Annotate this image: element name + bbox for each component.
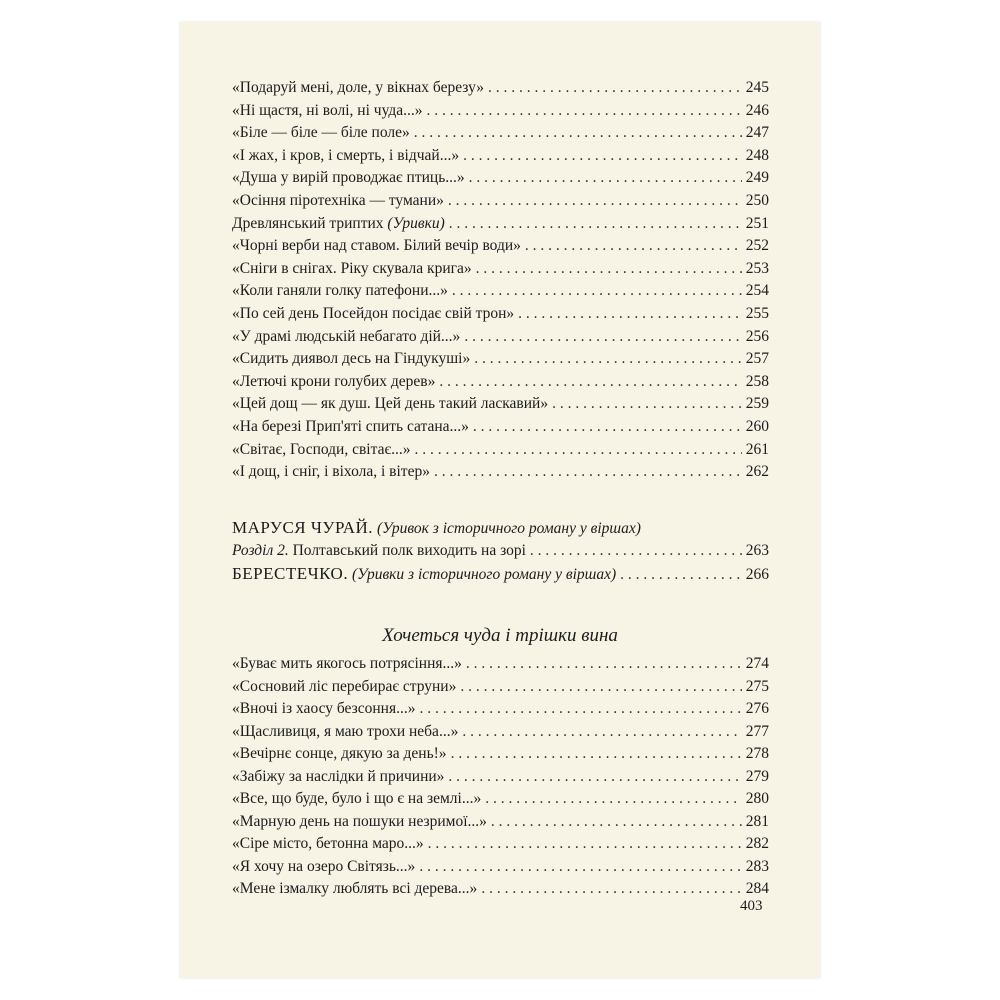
toc-entry-title [232, 698, 415, 720]
toc-page-number: 257 [745, 350, 769, 368]
dot-leader [525, 235, 742, 257]
toc-page-number: 274 [745, 655, 769, 672]
dot-leader [426, 100, 741, 122]
toc-entry [232, 653, 769, 675]
toc-page-number: 251 [745, 214, 769, 232]
toc-page-number: 256 [745, 327, 769, 345]
book-page [180, 22, 820, 978]
toc-page-number: 261 [745, 440, 769, 458]
chapter-title: Полтавський полк виходить на зорі [288, 542, 526, 559]
toc-entry [232, 145, 769, 167]
toc-entry-title-text: «Осіння піротехніка — тумани» [232, 192, 444, 209]
toc-entry-title-text: Древлянський триптих [232, 214, 388, 232]
toc-entry [232, 235, 769, 257]
dot-leader [485, 788, 742, 810]
toc-page-number: 253 [745, 259, 769, 277]
toc-entry-title-text: «Душа у вирій проводжає птиць...» [232, 169, 465, 187]
toc-page-number: 260 [745, 418, 769, 435]
dot-leader [434, 461, 742, 483]
toc-entry [232, 439, 769, 461]
toc-entry-title-text: «Буває мить якогось потрясіння...» [232, 655, 462, 672]
toc-entry-title-text: «Біле — біле — біле поле» [232, 124, 410, 142]
toc-page-number: 283 [745, 857, 769, 875]
heading-caps: БЕРЕСТЕЧКО. [232, 564, 349, 583]
toc-entry-title-text: «Подаруй мені, доле, у вікнах березу» [232, 79, 484, 96]
dot-leader [464, 326, 741, 348]
dot-leader [463, 145, 742, 167]
toc-entry-title-text: «Чорні верби над ставом. Білий вечір води» [232, 237, 521, 255]
toc-entry-title [232, 540, 526, 562]
toc-entry-title [232, 303, 514, 325]
dot-leader [491, 811, 742, 833]
toc-entry [232, 856, 769, 878]
toc-page-number: 277 [745, 722, 769, 740]
dot-leader [452, 280, 742, 302]
toc-entry-title [232, 766, 444, 788]
dot-leader [448, 190, 742, 212]
toc-entry-title-text: «Сидить диявол десь на Гіндукуші» [232, 350, 471, 368]
chapter-label: Розділ 2. [232, 542, 289, 559]
dot-leader [474, 348, 742, 370]
toc-entry [232, 698, 769, 720]
dot-leader [530, 540, 742, 562]
toc-page-number: 245 [745, 79, 769, 96]
toc-entry-title [232, 100, 422, 122]
toc-entry-title [232, 563, 616, 586]
dot-leader [449, 213, 742, 235]
toc-entry [232, 122, 769, 144]
toc-entry [232, 348, 769, 370]
toc-page-number: 278 [745, 745, 769, 762]
toc-entry-title [232, 856, 415, 878]
toc-entry-title [232, 167, 465, 189]
toc-entry-title-text: «По сей день Посейдон посідає свій трон» [232, 305, 515, 322]
toc-page-number: 279 [745, 767, 769, 785]
toc-entry-title [232, 788, 481, 810]
toc-entry [232, 416, 769, 438]
toc-entry [232, 461, 769, 483]
toc-page-number: 259 [745, 395, 769, 413]
toc-entry [232, 811, 769, 833]
toc-entry-title [232, 833, 424, 855]
dot-leader [476, 258, 742, 280]
toc-entry-title [232, 280, 448, 302]
toc-entry-title [232, 461, 430, 483]
toc-entry-title-text: «Цей дощ — як душ. Цей день такий ласкавий» [232, 395, 549, 413]
dot-leader [419, 856, 741, 878]
dot-leader [552, 393, 742, 415]
toc-entry [232, 676, 769, 698]
toc-page-number: 280 [745, 790, 769, 807]
toc-entry-title-text: «Мене ізмалку люблять всі дерева...» [232, 880, 478, 897]
toc-entry [232, 280, 769, 302]
toc-entry-title-text: «Летючі крони голубих дерев» [232, 372, 436, 390]
toc-heading-marusia [232, 517, 769, 540]
toc-page-number: 263 [745, 542, 769, 559]
dot-leader [448, 766, 741, 788]
toc-entry-title-text: «Забіжу за наслідки й причини» [232, 767, 445, 785]
toc-page-number: 276 [745, 700, 769, 717]
toc-entry-title-text: «Ні щастя, ні волі, ні чуда...» [232, 101, 423, 119]
dot-leader [460, 676, 741, 698]
toc-page-number: 249 [745, 169, 769, 187]
dot-leader [439, 371, 741, 393]
toc-entry-title [232, 122, 410, 144]
dot-leader [473, 416, 742, 438]
dot-leader [428, 833, 742, 855]
toc-entry [232, 303, 769, 325]
toc-page-number: 281 [745, 812, 769, 830]
toc-entry-title [232, 743, 447, 765]
toc-page-number: 247 [745, 124, 769, 142]
dot-leader [488, 77, 742, 99]
toc-entry-title [232, 190, 444, 212]
toc-page-number: 262 [745, 463, 769, 481]
dot-leader [414, 122, 742, 144]
toc-page-number: 252 [745, 237, 769, 255]
toc-entry [232, 190, 769, 212]
dot-leader [518, 303, 742, 325]
heading-caps: МАРУСЯ ЧУРАЙ. [232, 518, 374, 537]
toc-entry-title-text: «Сіре місто, бетонна маро...» [232, 835, 424, 852]
toc-entry [232, 258, 769, 280]
toc-entry-title [232, 676, 456, 698]
section-title: Хочеться чуда і трішки вина [382, 625, 618, 646]
toc-entry-title-text: «Все, що буде, було і що є на землі...» [232, 790, 482, 807]
toc-entry-title [232, 258, 472, 280]
toc-entry-title [232, 811, 487, 833]
toc-entry-title [232, 77, 484, 99]
toc-entry-title-text: «Сніги в снігах. Ріку скувала крига» [232, 259, 472, 277]
heading-subtitle: (Уривки з історичного роману у віршах) [348, 566, 617, 583]
toc-page-number: 255 [745, 305, 769, 322]
toc-entry-berestechko [232, 563, 769, 585]
toc-entry [232, 100, 769, 122]
toc-page-number: 258 [745, 372, 769, 390]
toc-entry-title-text: «На березі Прип'яті спить сатана...» [232, 418, 469, 435]
toc-entry [232, 788, 769, 810]
toc-entry-title-text: «І дощ, і сніг, і віхола, і вітер» [232, 463, 430, 481]
toc-entry-title-text: «Сосновий ліс перебирає струни» [232, 677, 457, 695]
toc-page-number: 284 [745, 880, 769, 897]
toc-entry-title-text: «Коли ганяли голку патефони...» [232, 282, 448, 300]
toc-page-number: 246 [745, 101, 769, 119]
toc-page-number: 266 [745, 566, 769, 583]
toc-entry [232, 878, 769, 900]
toc-entry-title-text: «Вночі із хаосу безсоння...» [232, 700, 416, 717]
dot-leader [469, 167, 742, 189]
toc-entry-title-italic: (Уривки) [387, 214, 445, 232]
dot-leader [414, 439, 741, 461]
toc-entry-title [232, 653, 462, 675]
toc-entry [232, 326, 769, 348]
toc-entry-title [232, 721, 458, 743]
heading-subtitle: (Уривок з історичного роману у віршах) [373, 520, 641, 537]
toc-entry-title [232, 393, 548, 415]
toc-entry [232, 393, 769, 415]
toc-entry [232, 167, 769, 189]
dot-leader [462, 721, 741, 743]
toc-entry-title-text: «Я хочу на озеро Світязь...» [232, 857, 416, 875]
toc-entry-title [232, 371, 435, 393]
toc-entry-title [232, 326, 460, 348]
toc-page-number: 250 [745, 192, 769, 209]
toc-page-number: 275 [745, 677, 769, 695]
toc-entry-title [232, 235, 521, 257]
page-number: 403 [740, 898, 763, 914]
toc-entry-title [232, 439, 410, 461]
toc-entry [232, 743, 769, 765]
toc-entry-title-text: «У драмі людській небагато дій...» [232, 327, 461, 345]
toc-entry-title [232, 878, 477, 900]
dot-leader [481, 878, 741, 900]
toc-entry-title-text: «І жах, і кров, і смерть, і відчай...» [232, 146, 460, 164]
toc-entry-title-text: «Марную день на пошуки незримої...» [232, 812, 487, 830]
toc-entry-title [232, 213, 445, 235]
toc-entry-title-text: «Вечірнє сонце, дякую за день!» [232, 745, 447, 762]
toc-entry-title [232, 348, 470, 370]
toc-entry-title-text: «Світає, Господи, світає...» [232, 440, 411, 458]
dot-leader [620, 564, 742, 586]
toc-entry-title-text: «Щасливиця, я маю трохи неба...» [232, 722, 459, 740]
toc-entry [232, 213, 769, 235]
toc-page-number: 254 [745, 282, 769, 300]
toc-entry-title [232, 145, 459, 167]
dot-leader [419, 698, 741, 720]
toc-entry [232, 766, 769, 788]
toc-page-number: 248 [745, 146, 769, 164]
dot-leader [466, 653, 742, 675]
toc-entry-rozdil [232, 540, 769, 562]
toc-entry [232, 77, 769, 99]
toc-entry-title [232, 416, 469, 438]
toc-entry [232, 721, 769, 743]
dot-leader [451, 743, 742, 765]
toc-entry [232, 833, 769, 855]
toc-entry [232, 371, 769, 393]
toc-page-number: 282 [745, 835, 769, 852]
